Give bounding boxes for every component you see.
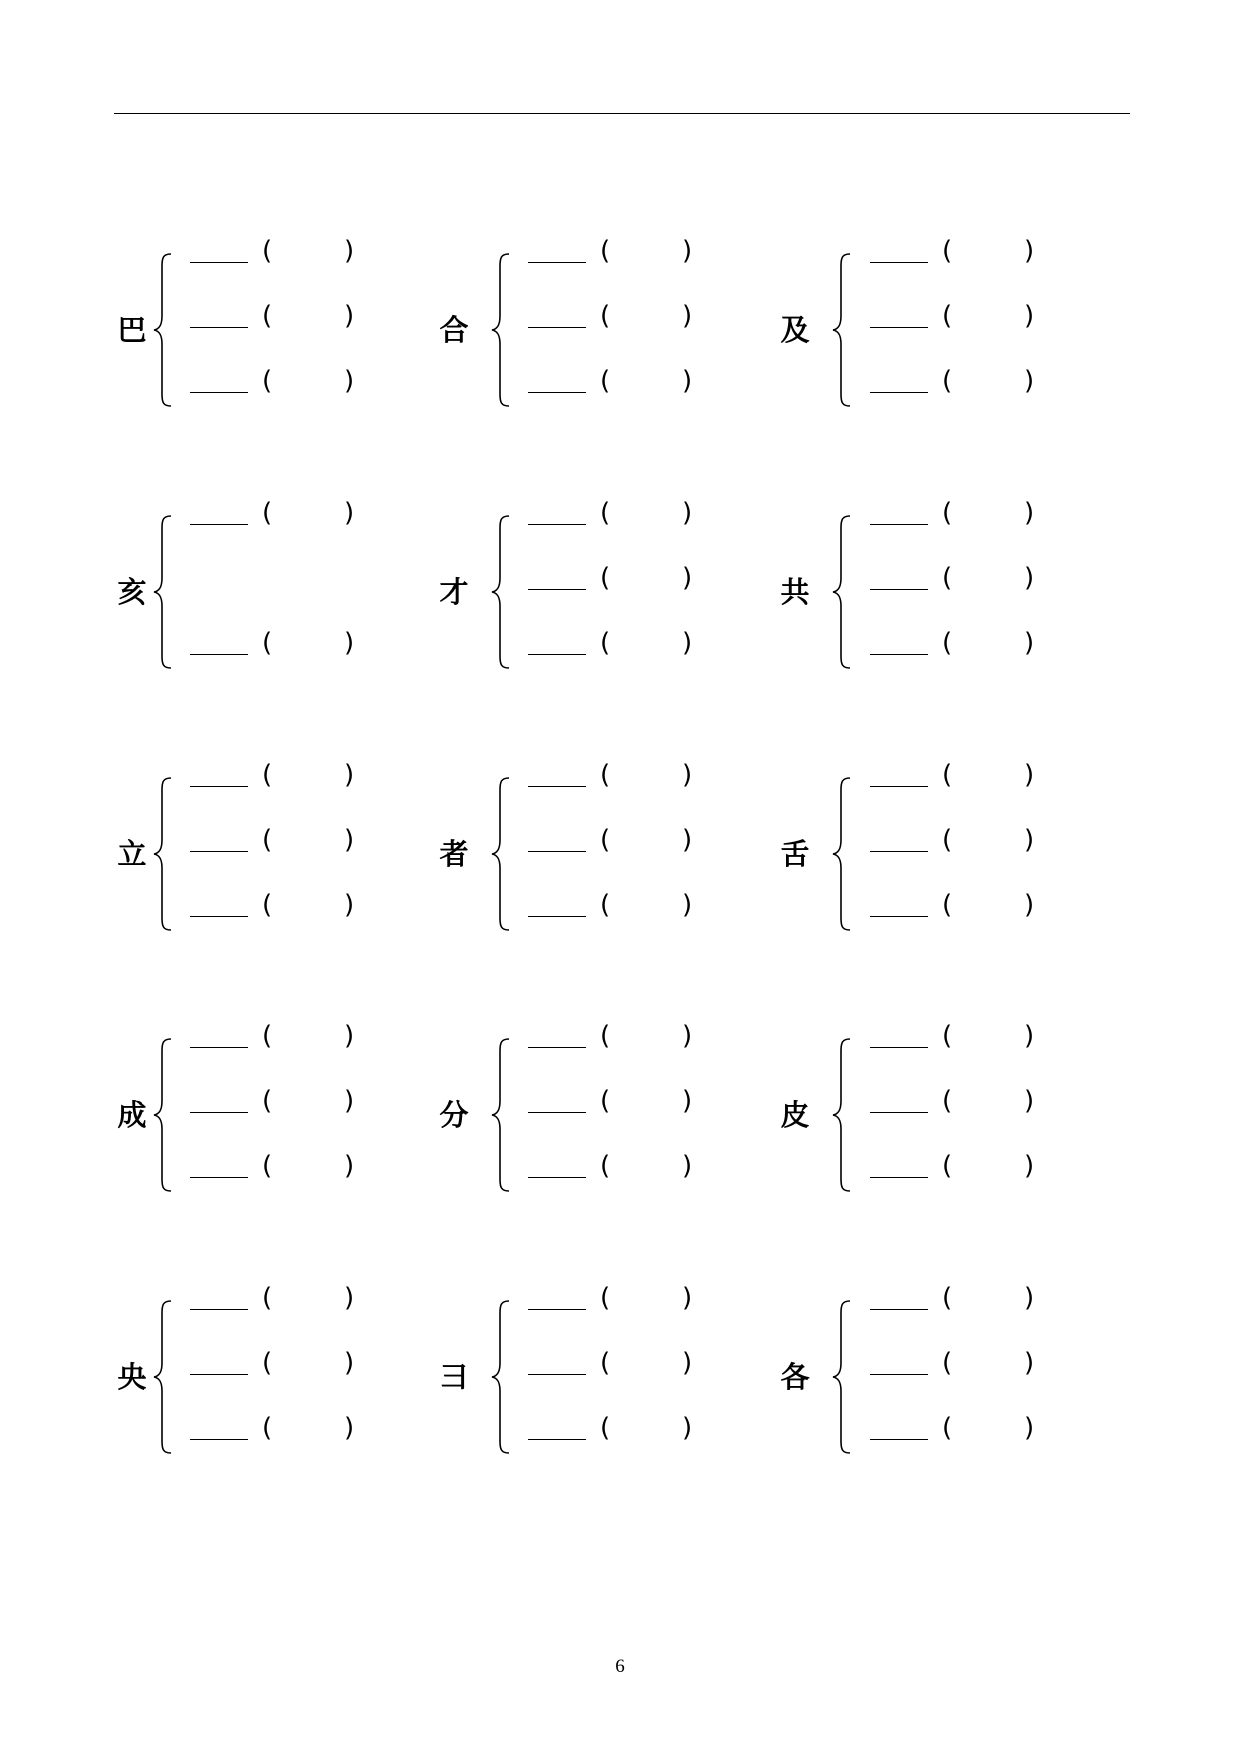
blank-underline[interactable] xyxy=(190,262,248,263)
answer-line xyxy=(528,498,708,532)
open-paren: ( xyxy=(262,1151,273,1181)
group-character: 立 xyxy=(117,837,147,871)
close-paren: ) xyxy=(682,498,693,528)
answer-line xyxy=(870,563,1050,597)
answer-line xyxy=(870,498,1050,532)
blank-underline[interactable] xyxy=(870,1177,928,1178)
close-paren: ) xyxy=(344,1086,355,1116)
open-paren: ( xyxy=(262,1413,273,1443)
answer-line xyxy=(190,1413,370,1447)
open-paren: ( xyxy=(262,890,273,920)
close-paren: ) xyxy=(682,1021,693,1051)
answer-line xyxy=(528,890,708,924)
pinyin-answer-slot[interactable] xyxy=(276,1019,340,1049)
open-paren: ( xyxy=(942,890,953,920)
answer-line xyxy=(870,890,1050,924)
blank-underline[interactable] xyxy=(528,654,586,655)
blank-underline[interactable] xyxy=(870,392,928,393)
blank-underline[interactable] xyxy=(528,589,586,590)
blank-underline[interactable] xyxy=(870,327,928,328)
close-paren: ) xyxy=(1024,1021,1035,1051)
answer-line xyxy=(528,366,708,400)
blank-underline[interactable] xyxy=(528,1309,586,1310)
answer-line xyxy=(870,760,1050,794)
group-character: 共 xyxy=(780,575,810,609)
group-character: 合 xyxy=(439,313,469,347)
open-paren: ( xyxy=(942,301,953,331)
close-paren: ) xyxy=(1024,760,1035,790)
close-paren: ) xyxy=(1024,366,1035,396)
close-paren: ) xyxy=(1024,1151,1035,1181)
left-brace-icon xyxy=(152,514,174,670)
answer-line xyxy=(528,1413,708,1447)
pinyin-answer-slot[interactable] xyxy=(614,1149,678,1179)
answer-line xyxy=(870,825,1050,859)
open-paren: ( xyxy=(942,1086,953,1116)
blank-underline[interactable] xyxy=(528,1374,586,1375)
answer-line xyxy=(870,1348,1050,1382)
left-brace-icon xyxy=(490,514,512,670)
answer-line xyxy=(528,1086,708,1120)
blank-underline[interactable] xyxy=(870,916,928,917)
open-paren: ( xyxy=(600,890,611,920)
answer-line xyxy=(870,236,1050,270)
blank-underline[interactable] xyxy=(190,524,248,525)
close-paren: ) xyxy=(344,366,355,396)
blank-underline[interactable] xyxy=(870,1439,928,1440)
blank-underline[interactable] xyxy=(190,1439,248,1440)
answer-line xyxy=(528,1021,708,1055)
blank-underline[interactable] xyxy=(528,524,586,525)
open-paren: ( xyxy=(942,236,953,266)
pinyin-answer-slot[interactable] xyxy=(614,1281,678,1311)
close-paren: ) xyxy=(1024,628,1035,658)
close-paren: ) xyxy=(344,1021,355,1051)
answer-line xyxy=(190,890,370,924)
pinyin-answer-slot[interactable] xyxy=(956,1084,1020,1114)
blank-underline[interactable] xyxy=(870,654,928,655)
left-brace-icon xyxy=(152,1037,174,1193)
answer-line xyxy=(528,760,708,794)
blank-underline[interactable] xyxy=(870,851,928,852)
answer-line xyxy=(190,1086,370,1120)
blank-underline[interactable] xyxy=(190,786,248,787)
pinyin-answer-slot[interactable] xyxy=(276,234,340,264)
answer-line xyxy=(870,628,1050,662)
open-paren: ( xyxy=(262,366,273,396)
open-paren: ( xyxy=(600,1151,611,1181)
close-paren: ) xyxy=(682,760,693,790)
blank-underline[interactable] xyxy=(190,392,248,393)
close-paren: ) xyxy=(344,498,355,528)
close-paren: ) xyxy=(1024,1283,1035,1313)
open-paren: ( xyxy=(600,366,611,396)
answer-line xyxy=(870,1413,1050,1447)
close-paren: ) xyxy=(1024,236,1035,266)
blank-underline[interactable] xyxy=(870,1374,928,1375)
open-paren: ( xyxy=(262,1021,273,1051)
pinyin-answer-slot[interactable] xyxy=(956,1281,1020,1311)
open-paren: ( xyxy=(262,760,273,790)
blank-underline[interactable] xyxy=(528,1112,586,1113)
blank-underline[interactable] xyxy=(190,1374,248,1375)
open-paren: ( xyxy=(942,498,953,528)
blank-underline[interactable] xyxy=(190,1112,248,1113)
close-paren: ) xyxy=(682,1283,693,1313)
pinyin-answer-slot[interactable] xyxy=(276,1346,340,1376)
left-brace-icon xyxy=(831,1037,853,1193)
group-character: 成 xyxy=(117,1098,147,1132)
pinyin-answer-slot[interactable] xyxy=(956,299,1020,329)
pinyin-answer-slot[interactable] xyxy=(276,299,340,329)
blank-underline[interactable] xyxy=(870,786,928,787)
pinyin-answer-slot[interactable] xyxy=(956,364,1020,394)
group-character: 巴 xyxy=(117,313,147,347)
left-brace-icon xyxy=(152,776,174,932)
left-brace-icon xyxy=(831,514,853,670)
open-paren: ( xyxy=(262,236,273,266)
left-brace-icon xyxy=(831,252,853,408)
open-paren: ( xyxy=(600,498,611,528)
blank-underline[interactable] xyxy=(870,524,928,525)
answer-line xyxy=(528,1348,708,1382)
blank-underline[interactable] xyxy=(528,786,586,787)
close-paren: ) xyxy=(682,1348,693,1378)
pinyin-answer-slot[interactable] xyxy=(956,1411,1020,1441)
group-character: 舌 xyxy=(780,837,810,871)
pinyin-answer-slot[interactable] xyxy=(956,561,1020,591)
close-paren: ) xyxy=(344,301,355,331)
answer-line xyxy=(870,1086,1050,1120)
answer-line xyxy=(870,301,1050,335)
pinyin-answer-slot[interactable] xyxy=(614,1084,678,1114)
open-paren: ( xyxy=(600,563,611,593)
pinyin-answer-slot[interactable] xyxy=(276,496,340,526)
left-brace-icon xyxy=(152,252,174,408)
open-paren: ( xyxy=(600,1413,611,1443)
group-character: 皮 xyxy=(780,1098,810,1132)
pinyin-answer-slot[interactable] xyxy=(614,1411,678,1441)
pinyin-answer-slot[interactable] xyxy=(956,1149,1020,1179)
close-paren: ) xyxy=(682,628,693,658)
answer-line xyxy=(190,1151,370,1185)
answer-line xyxy=(528,1151,708,1185)
answer-line xyxy=(528,563,708,597)
close-paren: ) xyxy=(344,890,355,920)
open-paren: ( xyxy=(600,301,611,331)
close-paren: ) xyxy=(344,1283,355,1313)
left-brace-icon xyxy=(152,1299,174,1455)
close-paren: ) xyxy=(1024,1086,1035,1116)
blank-underline[interactable] xyxy=(528,851,586,852)
answer-line xyxy=(870,1021,1050,1055)
pinyin-answer-slot[interactable] xyxy=(276,1281,340,1311)
pinyin-answer-slot[interactable] xyxy=(956,234,1020,264)
pinyin-answer-slot[interactable] xyxy=(614,823,678,853)
close-paren: ) xyxy=(1024,1413,1035,1443)
pinyin-answer-slot[interactable] xyxy=(276,823,340,853)
pinyin-answer-slot[interactable] xyxy=(276,1149,340,1179)
answer-line xyxy=(190,301,370,335)
pinyin-answer-slot[interactable] xyxy=(276,364,340,394)
open-paren: ( xyxy=(600,825,611,855)
close-paren: ) xyxy=(682,1413,693,1443)
close-paren: ) xyxy=(682,563,693,593)
open-paren: ( xyxy=(600,1283,611,1313)
close-paren: ) xyxy=(344,1151,355,1181)
open-paren: ( xyxy=(942,825,953,855)
answer-line xyxy=(528,236,708,270)
close-paren: ) xyxy=(1024,890,1035,920)
close-paren: ) xyxy=(344,236,355,266)
pinyin-answer-slot[interactable] xyxy=(614,364,678,394)
group-character: 及 xyxy=(780,313,810,347)
open-paren: ( xyxy=(262,825,273,855)
blank-underline[interactable] xyxy=(190,1177,248,1178)
pinyin-answer-slot[interactable] xyxy=(276,626,340,656)
open-paren: ( xyxy=(600,1348,611,1378)
answer-line xyxy=(528,825,708,859)
blank-underline[interactable] xyxy=(870,589,928,590)
open-paren: ( xyxy=(942,366,953,396)
pinyin-answer-slot[interactable] xyxy=(276,888,340,918)
close-paren: ) xyxy=(1024,1348,1035,1378)
open-paren: ( xyxy=(942,563,953,593)
pinyin-answer-slot[interactable] xyxy=(614,561,678,591)
pinyin-answer-slot[interactable] xyxy=(614,626,678,656)
blank-underline[interactable] xyxy=(528,262,586,263)
open-paren: ( xyxy=(600,1021,611,1051)
page-number: 6 xyxy=(615,1656,625,1677)
pinyin-answer-slot[interactable] xyxy=(614,1346,678,1376)
pinyin-answer-slot[interactable] xyxy=(614,758,678,788)
close-paren: ) xyxy=(682,366,693,396)
answer-line xyxy=(528,628,708,662)
blank-underline[interactable] xyxy=(870,1047,928,1048)
left-brace-icon xyxy=(831,776,853,932)
close-paren: ) xyxy=(344,1348,355,1378)
answer-line xyxy=(190,1348,370,1382)
answer-line xyxy=(190,628,370,662)
left-brace-icon xyxy=(490,776,512,932)
answer-line xyxy=(870,366,1050,400)
open-paren: ( xyxy=(262,301,273,331)
pinyin-answer-slot[interactable] xyxy=(614,299,678,329)
close-paren: ) xyxy=(682,236,693,266)
answer-line xyxy=(190,1283,370,1317)
close-paren: ) xyxy=(344,825,355,855)
pinyin-answer-slot[interactable] xyxy=(956,888,1020,918)
answer-line xyxy=(190,498,370,532)
left-brace-icon xyxy=(490,252,512,408)
pinyin-answer-slot[interactable] xyxy=(276,758,340,788)
group-character: 央 xyxy=(117,1360,147,1394)
open-paren: ( xyxy=(942,1283,953,1313)
open-paren: ( xyxy=(600,628,611,658)
pinyin-answer-slot[interactable] xyxy=(614,888,678,918)
pinyin-answer-slot[interactable] xyxy=(956,626,1020,656)
answer-line xyxy=(190,760,370,794)
close-paren: ) xyxy=(1024,825,1035,855)
blank-underline[interactable] xyxy=(870,1309,928,1310)
blank-underline[interactable] xyxy=(528,1047,586,1048)
blank-underline[interactable] xyxy=(190,327,248,328)
close-paren: ) xyxy=(1024,301,1035,331)
answer-line xyxy=(870,1283,1050,1317)
blank-underline[interactable] xyxy=(528,392,586,393)
blank-underline[interactable] xyxy=(190,916,248,917)
group-character: 才 xyxy=(439,575,469,609)
open-paren: ( xyxy=(600,760,611,790)
pinyin-answer-slot[interactable] xyxy=(956,1019,1020,1049)
blank-underline[interactable] xyxy=(190,654,248,655)
blank-underline[interactable] xyxy=(190,1309,248,1310)
pinyin-answer-slot[interactable] xyxy=(614,496,678,526)
pinyin-answer-slot[interactable] xyxy=(956,496,1020,526)
open-paren: ( xyxy=(600,236,611,266)
close-paren: ) xyxy=(682,825,693,855)
answer-line xyxy=(528,1283,708,1317)
answer-line xyxy=(190,236,370,270)
close-paren: ) xyxy=(1024,498,1035,528)
close-paren: ) xyxy=(682,1151,693,1181)
close-paren: ) xyxy=(682,301,693,331)
answer-line xyxy=(870,1151,1050,1185)
left-brace-icon xyxy=(831,1299,853,1455)
pinyin-answer-slot[interactable] xyxy=(276,1411,340,1441)
open-paren: ( xyxy=(942,628,953,658)
close-paren: ) xyxy=(344,628,355,658)
pinyin-answer-slot[interactable] xyxy=(614,234,678,264)
close-paren: ) xyxy=(682,890,693,920)
open-paren: ( xyxy=(262,1283,273,1313)
blank-underline[interactable] xyxy=(528,327,586,328)
group-character: 分 xyxy=(439,1098,469,1132)
open-paren: ( xyxy=(942,1348,953,1378)
group-character: 各 xyxy=(780,1360,810,1394)
blank-underline[interactable] xyxy=(528,916,586,917)
answer-line xyxy=(528,301,708,335)
close-paren: ) xyxy=(344,1413,355,1443)
pinyin-answer-slot[interactable] xyxy=(614,1019,678,1049)
blank-underline[interactable] xyxy=(528,1439,586,1440)
blank-underline[interactable] xyxy=(190,1047,248,1048)
blank-underline[interactable] xyxy=(870,1112,928,1113)
pinyin-answer-slot[interactable] xyxy=(276,1084,340,1114)
group-character: 彐 xyxy=(439,1360,469,1394)
open-paren: ( xyxy=(600,1086,611,1116)
blank-underline[interactable] xyxy=(528,1177,586,1178)
open-paren: ( xyxy=(262,1348,273,1378)
blank-underline[interactable] xyxy=(190,851,248,852)
pinyin-answer-slot[interactable] xyxy=(956,758,1020,788)
blank-underline[interactable] xyxy=(870,262,928,263)
open-paren: ( xyxy=(262,498,273,528)
close-paren: ) xyxy=(1024,563,1035,593)
group-character: 者 xyxy=(439,837,469,871)
pinyin-answer-slot[interactable] xyxy=(956,823,1020,853)
open-paren: ( xyxy=(262,628,273,658)
group-character: 亥 xyxy=(117,575,147,609)
pinyin-answer-slot[interactable] xyxy=(956,1346,1020,1376)
open-paren: ( xyxy=(262,1086,273,1116)
open-paren: ( xyxy=(942,760,953,790)
open-paren: ( xyxy=(942,1413,953,1443)
open-paren: ( xyxy=(942,1151,953,1181)
left-brace-icon xyxy=(490,1037,512,1193)
answer-line xyxy=(190,366,370,400)
close-paren: ) xyxy=(682,1086,693,1116)
left-brace-icon xyxy=(490,1299,512,1455)
close-paren: ) xyxy=(344,760,355,790)
answer-line xyxy=(190,825,370,859)
open-paren: ( xyxy=(942,1021,953,1051)
answer-line xyxy=(190,1021,370,1055)
